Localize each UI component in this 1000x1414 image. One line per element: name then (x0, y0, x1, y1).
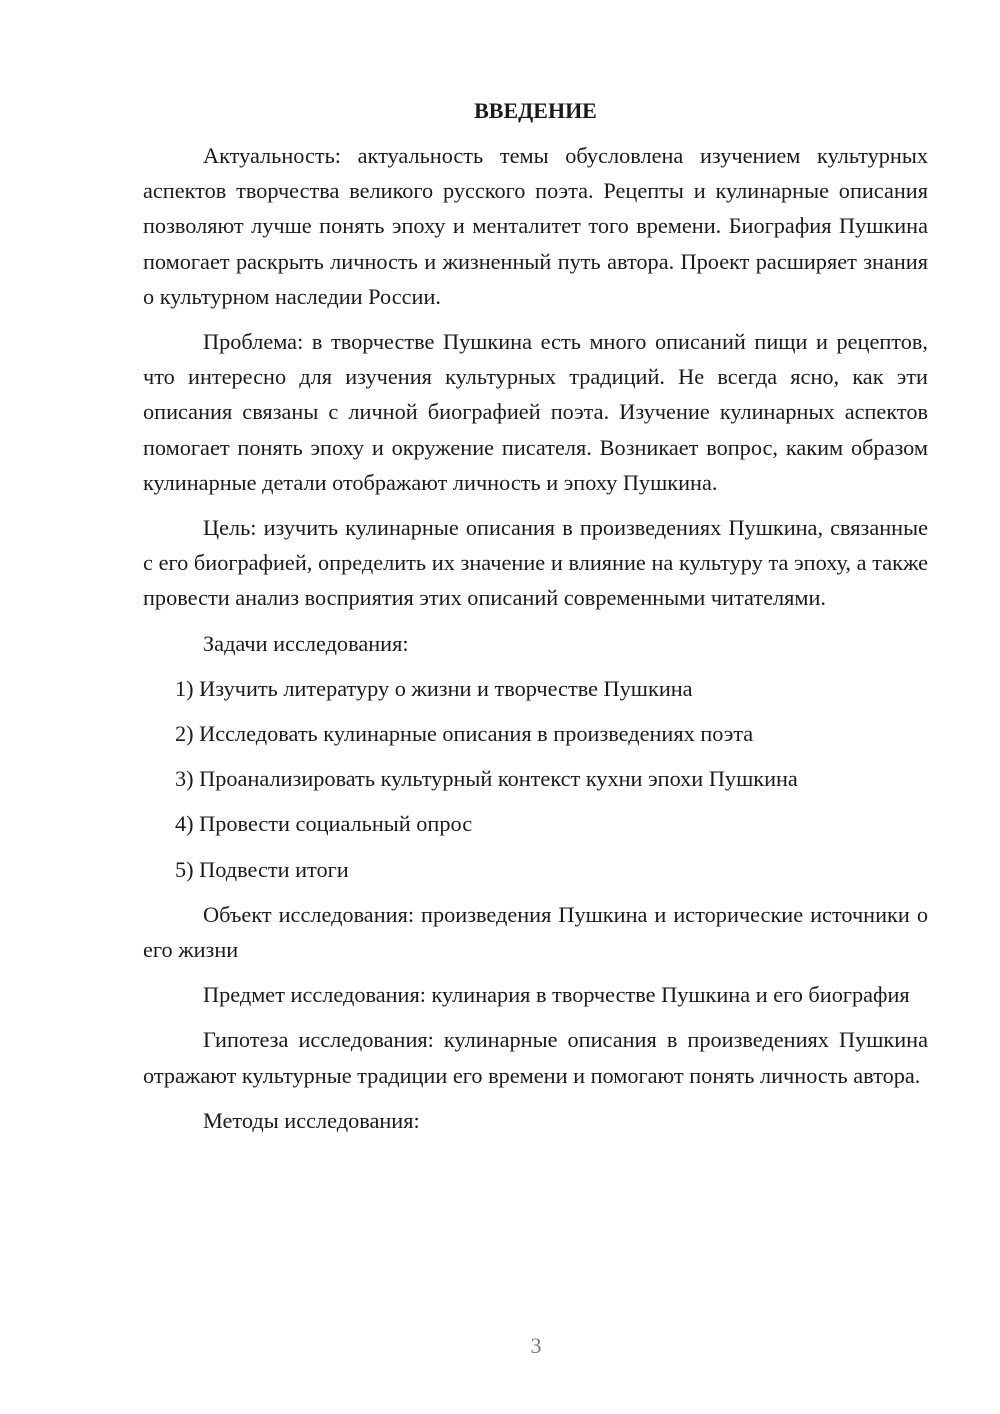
problem-paragraph: Проблема: в творчестве Пушкина есть много описаний пищи и рецептов, что интересно для изучения культурных традиций. Не всегда ясно, как эти описания связаны с личной биографией поэта. Изучение кулинарных аспектов помогает понять эпоху и окружение писателя. Возникает вопрос, каким образом кулинарные детали отображают личность и эпоху Пушкина. (143, 329, 928, 495)
tasks-list (143, 671, 928, 887)
list-item: 1) Изучить литературу о жизни и творчестве Пушкина (175, 675, 693, 701)
list-item: 5) Подвести итоги (175, 856, 349, 882)
section-title: ВВЕДЕНИЕ (474, 98, 597, 123)
list-item: 3) Проанализировать культурный контекст кухни эпохи Пушкина (175, 766, 798, 792)
methods-heading: Методы исследования: (203, 1107, 420, 1133)
tasks-heading: Задачи исследования: (203, 630, 409, 656)
relevance-paragraph: Актуальность: актуальность темы обусловлена изучением культурных аспектов творчества великого русского поэта. Рецепты и кулинарные описания позволяют лучше понять эпоху и менталитет того времени. Биография Пушкина помогает раскрыть личность и жизненный путь автора. Проект расширяет знания о культурном наследии России. (143, 143, 928, 309)
list-item: 2) Исследовать кулинарные описания в произведениях поэта (175, 721, 754, 747)
object-paragraph: Объект исследования: произведения Пушкина и исторические источники о его жизни (143, 901, 928, 963)
document-page (143, 96, 928, 1148)
goal-paragraph: Цель: изучить кулинарные описания в произведениях Пушкина, связанные с его биографией, определить их значение и влияние на культуру та эпоху, а также провести анализ восприятия этих описаний современными читателями. (143, 515, 928, 611)
page-number: 3 (530, 1333, 542, 1358)
list-item: 4) Провести социальный опрос (175, 811, 473, 837)
subject-paragraph: Предмет исследования: кулинария в творчестве Пушкина и его биография (203, 982, 910, 1008)
hypothesis-paragraph: Гипотеза исследования: кулинарные описания в произведениях Пушкина отражают культурные традиции его времени и помогают понять личность автора. (143, 1027, 928, 1088)
